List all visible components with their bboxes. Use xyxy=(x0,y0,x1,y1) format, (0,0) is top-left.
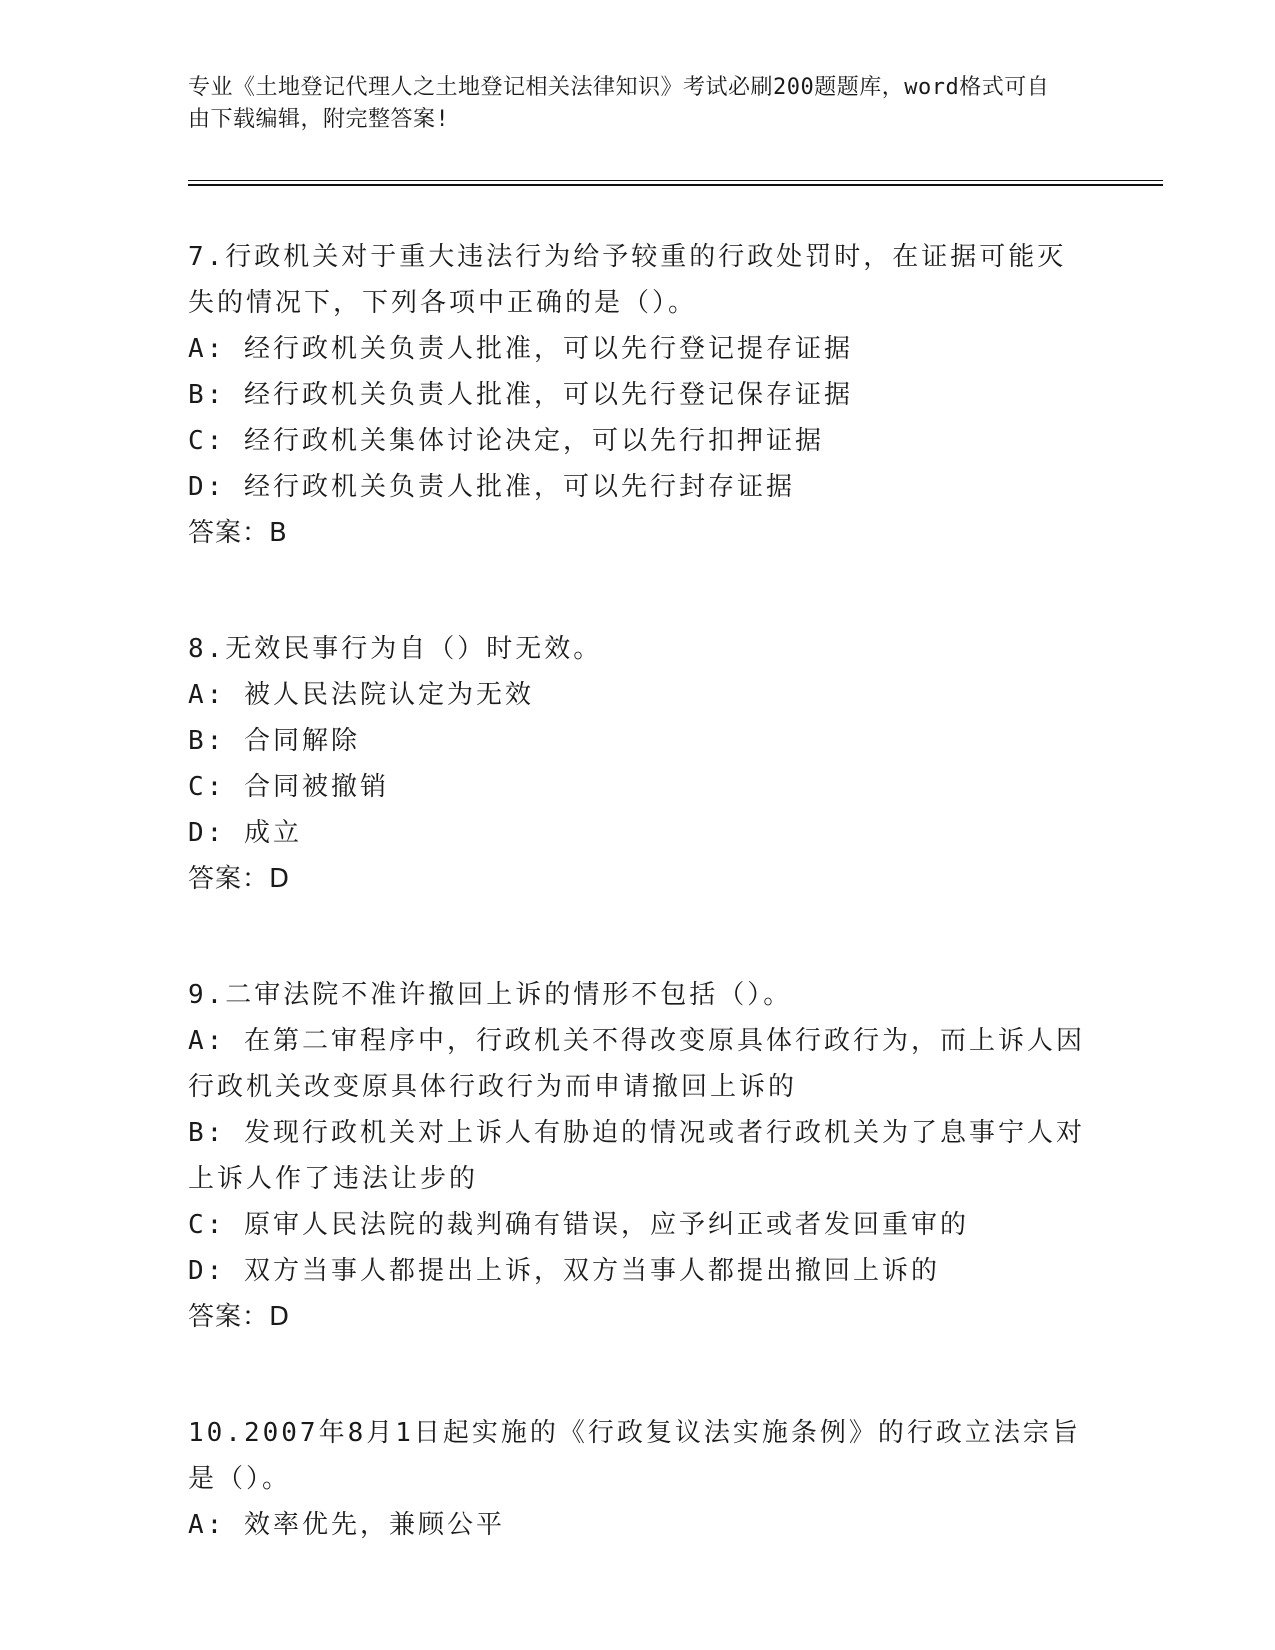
option-a: A: 在第二审程序中，行政机关不得改变原具体行政行为，而上诉人因行政机关改变原具体行政行为而申请撤回上诉的 xyxy=(188,1026,1085,1102)
answer-label: 答案：B xyxy=(188,518,288,548)
question-stem: 10.2007年8月1日起实施的《行政复议法实施条例》的行政立法宗旨是（）。 xyxy=(188,1418,1081,1494)
answer-label: 答案：D xyxy=(188,1302,291,1332)
question-9 xyxy=(188,972,1088,1340)
question-stem: 7.行政机关对于重大违法行为给予较重的行政处罚时，在证据可能灭失的情况下，下列各项中正确的是（）。 xyxy=(188,242,1067,318)
option-d: D: 经行政机关负责人批准，可以先行封存证据 xyxy=(188,472,795,502)
option-a: A: 被人民法院认定为无效 xyxy=(188,680,534,710)
option-c: C: 原审人民法院的裁判确有错误，应予纠正或者发回重审的 xyxy=(188,1210,969,1240)
question-7 xyxy=(188,234,1088,556)
question-stem: 8.无效民事行为自（）时无效。 xyxy=(188,634,603,664)
document-header: 专业《土地登记代理人之土地登记相关法律知识》考试必刷200题题库，word格式可自由下载编辑，附完整答案! xyxy=(188,75,1050,132)
option-b: B: 经行政机关负责人批准，可以先行登记保存证据 xyxy=(188,380,853,410)
question-8 xyxy=(188,626,1088,902)
option-b: B: 发现行政机关对上诉人有胁迫的情况或者行政机关为了息事宁人对上诉人作了违法让步的 xyxy=(188,1118,1085,1194)
option-d: D: 双方当事人都提出上诉，双方当事人都提出撤回上诉的 xyxy=(188,1256,940,1286)
answer-label: 答案：D xyxy=(188,864,291,894)
question-stem: 9.二审法院不准许撤回上诉的情形不包括（）。 xyxy=(188,980,793,1010)
option-d: D: 成立 xyxy=(188,818,302,848)
question-list xyxy=(188,234,1088,1618)
option-c: C: 经行政机关集体讨论决定，可以先行扣押证据 xyxy=(188,426,824,456)
option-a: A: 经行政机关负责人批准，可以先行登记提存证据 xyxy=(188,334,853,364)
option-c: C: 合同被撤销 xyxy=(188,772,389,802)
option-a: A: 效率优先，兼顾公平 xyxy=(188,1510,505,1540)
question-10 xyxy=(188,1410,1088,1548)
header-divider-thick xyxy=(188,184,1163,186)
header-divider-thin xyxy=(188,180,1163,181)
option-b: B: 合同解除 xyxy=(188,726,360,756)
